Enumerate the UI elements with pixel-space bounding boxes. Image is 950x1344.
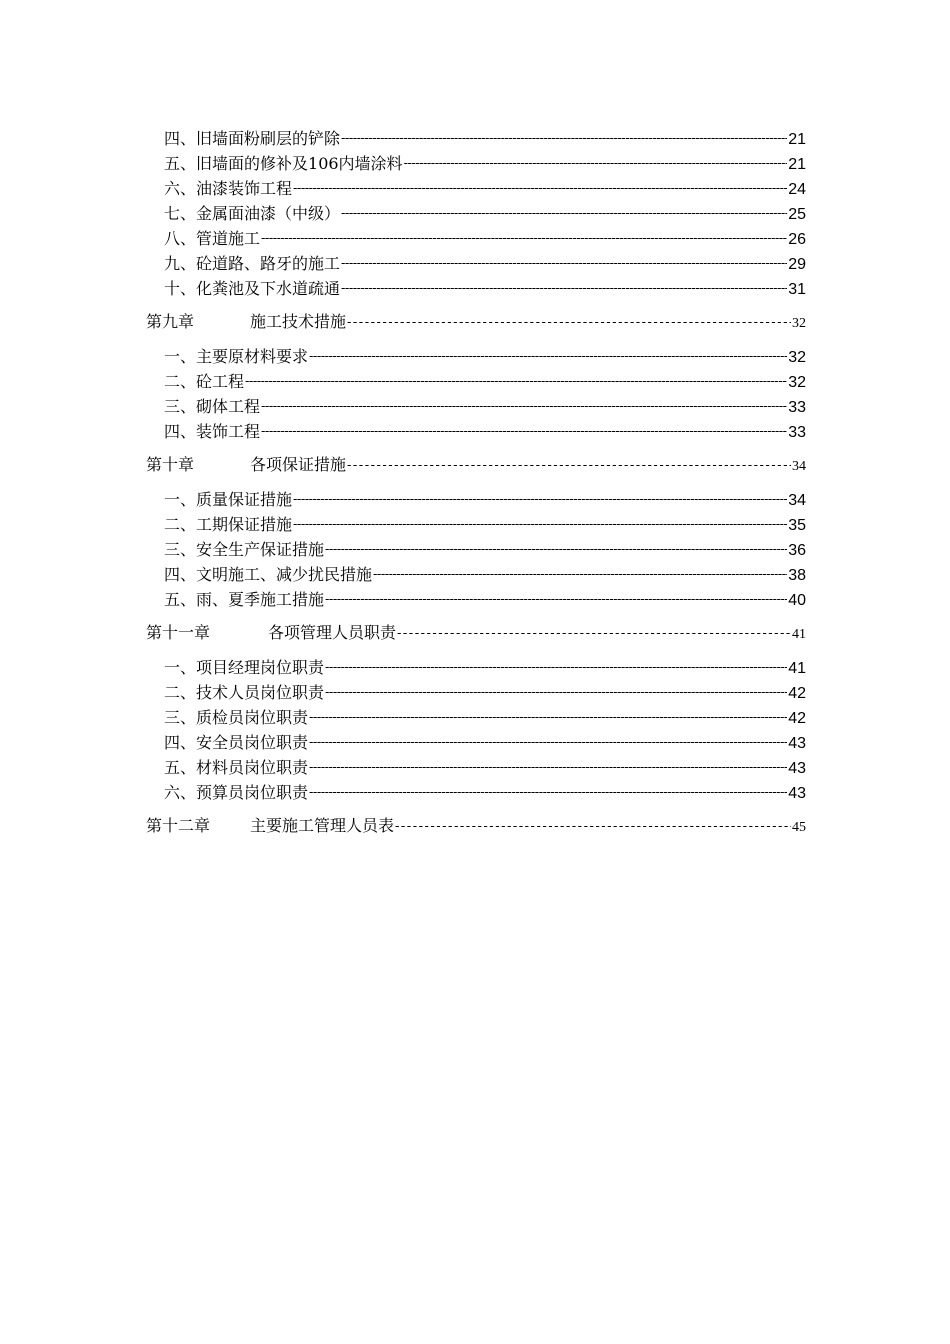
toc-chapter-page: 32 [792, 316, 806, 331]
toc-entry-number: 五、 [164, 590, 197, 609]
toc-entry[interactable] [146, 562, 806, 587]
toc-chapter[interactable] [146, 447, 806, 483]
dot-leader [341, 132, 787, 145]
toc-chapter-number: 第九章 [146, 312, 195, 331]
toc-chapter-page: 45 [792, 820, 806, 835]
toc-entry[interactable] [146, 780, 806, 805]
toc-entry-page: 21 [788, 156, 806, 173]
toc-entry[interactable] [146, 730, 806, 755]
toc-entry-page: 36 [788, 542, 806, 559]
dot-leader [397, 627, 791, 640]
toc-entry-title: 管道施工 [196, 229, 261, 248]
dot-leader [341, 207, 787, 220]
toc-entry-title: 项目经理岗位职责 [196, 658, 325, 677]
toc-chapter-number: 第十二章 [146, 816, 211, 835]
toc-entry[interactable] [146, 755, 806, 780]
toc-entry[interactable] [146, 344, 806, 369]
toc-entry-title: 砼工程 [196, 372, 245, 391]
toc-entry-number: 三、 [164, 397, 197, 416]
toc-entry-title: 油漆装饰工程 [196, 179, 293, 198]
toc-entry[interactable] [146, 394, 806, 419]
toc-chapter[interactable] [146, 808, 806, 844]
toc-entry-number: 一、 [164, 658, 197, 677]
toc-entry-number: 四、 [164, 422, 197, 441]
toc-entry-page: 40 [788, 592, 806, 609]
toc-entry-title: 砌体工程 [196, 397, 261, 416]
toc-entry-page: 32 [788, 349, 806, 366]
toc-entry-title: 主要原材料要求 [196, 347, 309, 366]
toc-entry[interactable] [146, 655, 806, 680]
toc-entry[interactable] [146, 587, 806, 612]
toc-entry-page: 31 [788, 281, 806, 298]
dot-leader [325, 543, 787, 556]
dot-leader [347, 316, 791, 329]
toc-chapter-number: 第十一章 [146, 623, 211, 642]
toc-chapter-page: 41 [792, 627, 806, 642]
toc-chapter-title: 各项管理人员职责 [268, 623, 397, 642]
dot-leader [341, 282, 787, 295]
toc-entry-page: 34 [788, 492, 806, 509]
toc-chapter-title: 主要施工管理人员表 [250, 816, 395, 835]
dot-leader [325, 593, 787, 606]
toc-entry-page: 38 [788, 567, 806, 584]
toc-entry-page: 42 [788, 710, 806, 727]
toc-entry-page: 33 [788, 424, 806, 441]
toc-entry-page: 35 [788, 517, 806, 534]
toc-chapter[interactable] [146, 304, 806, 340]
toc-entry[interactable] [146, 176, 806, 201]
toc-entry[interactable] [146, 419, 806, 444]
toc-entry-number: 六、 [164, 783, 197, 802]
toc-chapter[interactable] [146, 615, 806, 651]
toc-entry-number: 十、 [164, 279, 197, 298]
dot-leader [309, 736, 787, 749]
toc-entry-title: 质量保证措施 [196, 490, 293, 509]
toc-entry-title: 雨、夏季施工措施 [196, 590, 325, 609]
toc-entry-page: 32 [788, 374, 806, 391]
toc-entry-title: 工期保证措施 [196, 515, 293, 534]
toc-chapter-title: 施工技术措施 [250, 312, 347, 331]
toc-chapter-title: 各项保证措施 [250, 455, 347, 474]
toc-entry-page: 21 [788, 131, 806, 148]
toc-entry-number: 一、 [164, 347, 197, 366]
dot-leader [347, 459, 791, 472]
dot-leader [293, 182, 787, 195]
dot-leader [341, 257, 787, 270]
toc-entry-title: 金属面油漆（中级） [196, 204, 341, 223]
toc-entry-page: 24 [788, 181, 806, 198]
toc-entry[interactable] [146, 126, 806, 151]
toc-entry-number: 二、 [164, 515, 197, 534]
toc-entry-number: 七、 [164, 204, 197, 223]
toc-entry-title: 砼道路、路牙的施工 [196, 254, 341, 273]
toc-entry-number: 四、 [164, 733, 197, 752]
toc-entry-title: 安全生产保证措施 [196, 540, 325, 559]
toc-entry-page: 33 [788, 399, 806, 416]
toc-chapter-number: 第十章 [146, 455, 195, 474]
table-of-contents [146, 126, 806, 848]
toc-chapter-page: 34 [792, 459, 806, 474]
toc-entry[interactable] [146, 276, 806, 301]
toc-entry[interactable] [146, 487, 806, 512]
dot-leader [261, 425, 787, 438]
toc-entry-page: 26 [788, 231, 806, 248]
toc-entry-number: 二、 [164, 683, 197, 702]
toc-entry[interactable] [146, 201, 806, 226]
toc-entry-title: 旧墙面粉刷层的铲除 [196, 129, 341, 148]
dot-leader [245, 375, 787, 388]
toc-entry-number: 三、 [164, 708, 197, 727]
toc-entry-page: 29 [788, 256, 806, 273]
toc-entry-number: 六、 [164, 179, 197, 198]
dot-leader [293, 493, 787, 506]
dot-leader [309, 350, 787, 363]
dot-leader [404, 157, 788, 170]
toc-entry[interactable] [146, 369, 806, 394]
toc-entry-number: 四、 [164, 129, 197, 148]
toc-entry-number: 四、 [164, 565, 197, 584]
dot-leader [395, 820, 791, 833]
toc-entry-title: 安全员岗位职责 [196, 733, 309, 752]
toc-entry[interactable] [146, 251, 806, 276]
toc-entry-title: 预算员岗位职责 [196, 783, 309, 802]
toc-entry-title: 旧墙面的修补及106内墙涂料 [196, 154, 403, 173]
toc-entry[interactable] [146, 705, 806, 730]
toc-entry[interactable] [146, 151, 806, 176]
toc-entry-page: 43 [788, 735, 806, 752]
toc-entry[interactable] [146, 680, 806, 705]
dot-leader [261, 232, 787, 245]
dot-leader [325, 661, 787, 674]
toc-entry-number: 五、 [164, 758, 197, 777]
dot-leader [309, 761, 787, 774]
toc-entry-number: 八、 [164, 229, 197, 248]
toc-entry-number: 五、 [164, 154, 197, 173]
toc-entry-page: 42 [788, 685, 806, 702]
toc-entry-page: 25 [788, 206, 806, 223]
toc-entry-number: 一、 [164, 490, 197, 509]
toc-entry-page: 43 [788, 785, 806, 802]
toc-entry-number: 三、 [164, 540, 197, 559]
dot-leader [325, 686, 787, 699]
toc-entry-page: 43 [788, 760, 806, 777]
dot-leader [261, 400, 787, 413]
toc-entry-number: 二、 [164, 372, 197, 391]
toc-entry-title: 文明施工、减少扰民措施 [196, 565, 373, 584]
dot-leader [309, 711, 787, 724]
dot-leader [373, 568, 787, 581]
toc-entry-page: 41 [788, 660, 806, 677]
toc-entry-title: 装饰工程 [196, 422, 261, 441]
toc-entry-title: 技术人员岗位职责 [196, 683, 325, 702]
toc-entry[interactable] [146, 537, 806, 562]
dot-leader [293, 518, 787, 531]
toc-entry[interactable] [146, 226, 806, 251]
dot-leader [309, 786, 787, 799]
toc-entry[interactable] [146, 512, 806, 537]
toc-entry-title: 材料员岗位职责 [196, 758, 309, 777]
toc-entry-title: 化粪池及下水道疏通 [196, 279, 341, 298]
toc-entry-number: 九、 [164, 254, 197, 273]
toc-entry-title: 质检员岗位职责 [196, 708, 309, 727]
